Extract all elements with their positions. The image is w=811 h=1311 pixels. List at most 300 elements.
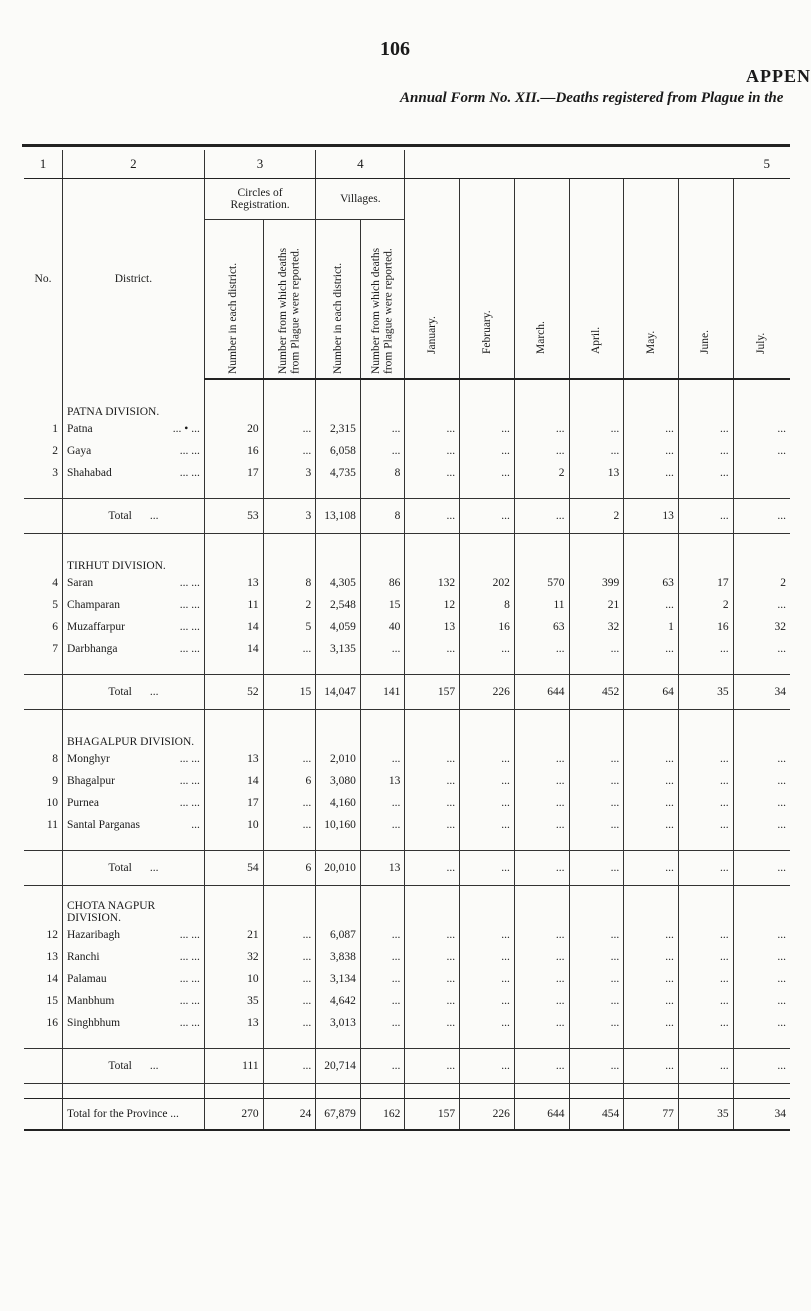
circles-count: 14 xyxy=(204,616,263,638)
spacer-cell xyxy=(514,534,569,549)
total-month-deaths: ... xyxy=(460,851,515,886)
district-name: Manbhum xyxy=(67,995,115,1007)
month-deaths: ... xyxy=(514,1012,569,1034)
table-row xyxy=(24,924,790,946)
leader-dots: ... xyxy=(149,862,159,874)
month-deaths: ... xyxy=(678,814,733,836)
empty-cell xyxy=(624,900,679,924)
total-month-deaths: ... xyxy=(569,851,624,886)
month-deaths: ... xyxy=(733,748,790,770)
villages-reported: 15 xyxy=(360,594,405,616)
month-deaths: ... xyxy=(460,418,515,440)
circles-count: 13 xyxy=(204,572,263,594)
spacer-cell xyxy=(569,836,624,851)
spacer-cell xyxy=(360,534,405,549)
villages-reported: ... xyxy=(360,1012,405,1034)
total-label: Total xyxy=(108,510,132,522)
month-deaths: ... xyxy=(678,792,733,814)
total-villages: 20,010 xyxy=(316,851,361,886)
month-deaths: 399 xyxy=(569,572,624,594)
spacer-cell xyxy=(316,379,361,394)
total-month-deaths: 226 xyxy=(460,675,515,710)
spacer-cell xyxy=(63,710,205,725)
month-deaths: ... xyxy=(624,594,679,616)
month-deaths: ... xyxy=(733,418,790,440)
villages-reported: ... xyxy=(360,946,405,968)
spacer-cell xyxy=(460,886,515,901)
month-deaths: ... xyxy=(624,638,679,660)
circles-header: Circles of Registration. xyxy=(204,179,315,220)
column-number-row xyxy=(24,150,790,179)
circles-reported: ... xyxy=(263,968,316,990)
month-june-header: June. xyxy=(678,179,733,380)
division-total-row xyxy=(24,851,790,886)
villages-count: 3,013 xyxy=(316,1012,361,1034)
district-cell xyxy=(63,594,205,616)
spacer-cell xyxy=(204,1084,263,1099)
spacer-cell xyxy=(204,534,263,549)
villages-count: 4,059 xyxy=(316,616,361,638)
month-deaths xyxy=(733,462,790,484)
month-deaths: ... xyxy=(514,990,569,1012)
total-no-cell xyxy=(24,675,63,710)
district-cell xyxy=(63,638,205,660)
district-name: Ranchi xyxy=(67,951,100,963)
district-cell xyxy=(63,924,205,946)
division-total-row xyxy=(24,499,790,534)
empty-cell xyxy=(733,900,790,924)
empty-cell xyxy=(360,900,405,924)
district-name: Bhagalpur xyxy=(67,775,115,787)
total-circles-reported: ... xyxy=(263,1049,316,1084)
villages-reported: 40 xyxy=(360,616,405,638)
district-name: Champaran xyxy=(67,599,121,611)
spacer-cell xyxy=(678,484,733,499)
spacer-cell xyxy=(569,710,624,725)
circles-count: 32 xyxy=(204,946,263,968)
empty-cell xyxy=(405,724,460,748)
leader-dots: ... • ... xyxy=(172,423,200,435)
district-cell xyxy=(63,990,205,1012)
table-row xyxy=(24,748,790,770)
spacer-cell xyxy=(263,1084,316,1099)
empty-cell xyxy=(460,548,515,572)
month-deaths: ... xyxy=(514,748,569,770)
empty-cell xyxy=(569,548,624,572)
spacer-cell xyxy=(733,1084,790,1099)
empty-cell xyxy=(733,548,790,572)
villages-count: 6,058 xyxy=(316,440,361,462)
spacer-cell xyxy=(733,484,790,499)
spacer-cell xyxy=(316,1034,361,1049)
spacer-cell xyxy=(360,886,405,901)
leader-dots: ... xyxy=(149,686,159,698)
circles-reported: ... xyxy=(263,792,316,814)
division-heading-row xyxy=(24,900,790,924)
district-cell xyxy=(63,946,205,968)
total-month-deaths: ... xyxy=(405,1049,460,1084)
total-month-deaths: 35 xyxy=(678,675,733,710)
leader-dots: ... ... xyxy=(179,973,200,985)
spacer-cell xyxy=(678,836,733,851)
month-deaths: ... xyxy=(733,638,790,660)
spacer-cell xyxy=(24,660,63,675)
total-label: Total xyxy=(108,686,132,698)
circles-count: 13 xyxy=(204,748,263,770)
month-deaths: ... xyxy=(624,462,679,484)
spacer-cell xyxy=(569,1034,624,1049)
circles-count: 10 xyxy=(204,814,263,836)
spacer-cell xyxy=(24,379,63,394)
month-deaths: ... xyxy=(678,946,733,968)
month-deaths: ... xyxy=(678,638,733,660)
total-circles: 52 xyxy=(204,675,263,710)
total-month-deaths: ... xyxy=(678,851,733,886)
total-month-deaths: 34 xyxy=(733,675,790,710)
month-deaths: ... xyxy=(569,440,624,462)
spacer-cell xyxy=(460,484,515,499)
grand-month-deaths: 35 xyxy=(678,1099,733,1131)
month-deaths: 13 xyxy=(405,616,460,638)
spacer-cell xyxy=(514,886,569,901)
month-deaths: 32 xyxy=(733,616,790,638)
table-row xyxy=(24,968,790,990)
leader-dots: ... ... xyxy=(179,797,200,809)
total-month-deaths: ... xyxy=(405,499,460,534)
spacer-cell xyxy=(569,484,624,499)
division-no-cell xyxy=(24,394,63,418)
total-month-deaths: ... xyxy=(405,851,460,886)
province-total-label: Total for the Province ... xyxy=(63,1099,205,1131)
month-deaths: ... xyxy=(624,1012,679,1034)
total-villages: 13,108 xyxy=(316,499,361,534)
total-circles-reported: 15 xyxy=(263,675,316,710)
villages-reported: ... xyxy=(360,968,405,990)
spacer-cell xyxy=(514,379,569,394)
spacer-cell xyxy=(63,534,205,549)
district-name: Gaya xyxy=(67,445,92,457)
spacer-cell xyxy=(24,484,63,499)
division-name: BHAGALPUR DIVISION. xyxy=(63,724,205,748)
district-cell xyxy=(63,748,205,770)
spacer-cell xyxy=(514,710,569,725)
month-deaths: ... xyxy=(514,814,569,836)
circles-reported: ... xyxy=(263,1012,316,1034)
total-label: Total xyxy=(108,862,132,874)
grand-month-deaths: 157 xyxy=(405,1099,460,1131)
total-month-deaths: 2 xyxy=(569,499,624,534)
table-row xyxy=(24,792,790,814)
month-deaths: ... xyxy=(569,990,624,1012)
circles-reported: 8 xyxy=(263,572,316,594)
villages-reported: 86 xyxy=(360,572,405,594)
empty-cell xyxy=(733,394,790,418)
month-february-header: February. xyxy=(460,179,515,380)
total-month-deaths: ... xyxy=(733,851,790,886)
month-deaths: ... xyxy=(733,968,790,990)
spacer-cell xyxy=(733,836,790,851)
month-deaths: ... xyxy=(733,990,790,1012)
district-cell xyxy=(63,462,205,484)
circles-reported: ... xyxy=(263,946,316,968)
total-villages-reported: 141 xyxy=(360,675,405,710)
row-number: 5 xyxy=(52,599,58,611)
empty-cell xyxy=(460,724,515,748)
spacer-cell xyxy=(63,484,205,499)
spacer-cell xyxy=(204,660,263,675)
month-deaths: ... xyxy=(569,770,624,792)
month-deaths: ... xyxy=(405,440,460,462)
villages-count: 2,315 xyxy=(316,418,361,440)
row-number: 15 xyxy=(46,995,58,1007)
district-cell xyxy=(63,814,205,836)
circles-reported: 2 xyxy=(263,594,316,616)
empty-cell xyxy=(460,900,515,924)
spacer-cell xyxy=(569,534,624,549)
month-deaths: ... xyxy=(678,990,733,1012)
villages-reported: ... xyxy=(360,638,405,660)
spacer-row xyxy=(24,484,790,499)
spacer-cell xyxy=(360,710,405,725)
spacer-cell xyxy=(733,660,790,675)
total-month-deaths: 157 xyxy=(405,675,460,710)
division-name: CHOTA NAGPUR DIVISION. xyxy=(63,900,205,924)
table-row xyxy=(24,418,790,440)
spacer-cell xyxy=(514,836,569,851)
total-villages-reported: ... xyxy=(360,1049,405,1084)
spacer-cell xyxy=(360,1034,405,1049)
villages-reported: ... xyxy=(360,924,405,946)
running-head: APPEN xyxy=(746,66,811,86)
month-deaths: ... xyxy=(624,440,679,462)
spacer-row xyxy=(24,1034,790,1049)
row-number: 3 xyxy=(52,467,58,479)
spacer-cell xyxy=(63,1084,205,1099)
leader-dots: ... ... xyxy=(179,599,200,611)
month-deaths: 63 xyxy=(624,572,679,594)
empty-cell xyxy=(678,548,733,572)
spacer-cell xyxy=(514,1034,569,1049)
villages-reported: ... xyxy=(360,748,405,770)
villages-count: 3,134 xyxy=(316,968,361,990)
district-cell xyxy=(63,440,205,462)
total-label-cell xyxy=(63,851,205,886)
district-header: District. xyxy=(63,179,205,380)
division-heading-row xyxy=(24,548,790,572)
spacer-cell xyxy=(624,1084,679,1099)
row-number: 10 xyxy=(46,797,58,809)
circles-count: 11 xyxy=(204,594,263,616)
district-cell xyxy=(63,572,205,594)
total-month-deaths: ... xyxy=(569,1049,624,1084)
spacer-cell xyxy=(569,660,624,675)
circles-reported: ... xyxy=(263,748,316,770)
total-villages-reported: 8 xyxy=(360,499,405,534)
grand-villages-reported: 162 xyxy=(360,1099,405,1131)
total-month-deaths: ... xyxy=(678,1049,733,1084)
villages-reported: ... xyxy=(360,440,405,462)
spacer-cell xyxy=(624,836,679,851)
circles-reported: 3 xyxy=(263,462,316,484)
circles-reported: ... xyxy=(263,440,316,462)
spacer-cell xyxy=(63,379,205,394)
month-deaths: ... xyxy=(624,770,679,792)
month-deaths: ... xyxy=(678,924,733,946)
spacer-cell xyxy=(405,836,460,851)
spacer-cell xyxy=(24,886,63,901)
district-name: Saran xyxy=(67,577,94,589)
leader-dots: ... ... xyxy=(179,577,200,589)
spacer-cell xyxy=(514,484,569,499)
empty-cell xyxy=(360,394,405,418)
empty-cell xyxy=(204,724,263,748)
leader-dots: ... ... xyxy=(179,951,200,963)
grand-circles-reported: 24 xyxy=(263,1099,316,1131)
circles-count: 21 xyxy=(204,924,263,946)
spacer-cell xyxy=(733,379,790,394)
table-row xyxy=(24,462,790,484)
month-deaths: ... xyxy=(678,968,733,990)
total-month-deaths: ... xyxy=(733,1049,790,1084)
month-deaths: ... xyxy=(569,924,624,946)
spacer-row xyxy=(24,836,790,851)
spacer-cell xyxy=(405,484,460,499)
row-number: 14 xyxy=(46,973,58,985)
spacer-cell xyxy=(678,660,733,675)
empty-cell xyxy=(569,900,624,924)
month-deaths: ... xyxy=(460,1012,515,1034)
month-deaths: 17 xyxy=(678,572,733,594)
circles-reported: ... xyxy=(263,418,316,440)
total-label-cell xyxy=(63,1049,205,1084)
month-deaths: ... xyxy=(624,814,679,836)
empty-cell xyxy=(624,724,679,748)
spacer-cell xyxy=(514,660,569,675)
empty-cell xyxy=(316,548,361,572)
division-no-cell xyxy=(24,548,63,572)
month-may-header: May. xyxy=(624,179,679,380)
circles-number-header: Number in each district. xyxy=(204,220,263,380)
month-deaths: 570 xyxy=(514,572,569,594)
total-month-deaths: ... xyxy=(460,499,515,534)
district-name: Purnea xyxy=(67,797,99,809)
month-deaths: ... xyxy=(514,924,569,946)
month-deaths: 2 xyxy=(678,594,733,616)
month-deaths: 11 xyxy=(514,594,569,616)
month-deaths: ... xyxy=(460,990,515,1012)
villages-count: 2,548 xyxy=(316,594,361,616)
month-deaths: ... xyxy=(569,748,624,770)
spacer-cell xyxy=(263,534,316,549)
spacer-cell xyxy=(678,710,733,725)
spacer-cell xyxy=(63,660,205,675)
empty-cell xyxy=(678,900,733,924)
spacer-cell xyxy=(678,379,733,394)
spacer-cell xyxy=(405,1084,460,1099)
spacer-row xyxy=(24,1084,790,1099)
leader-dots: ... ... xyxy=(179,753,200,765)
total-month-deaths: 644 xyxy=(514,675,569,710)
top-rule xyxy=(22,144,790,147)
month-deaths: ... xyxy=(733,770,790,792)
empty-cell xyxy=(316,394,361,418)
spacer-cell xyxy=(204,484,263,499)
grand-villages: 67,879 xyxy=(316,1099,361,1131)
district-name: Hazaribagh xyxy=(67,929,120,941)
total-no-cell xyxy=(24,1049,63,1084)
table-row xyxy=(24,594,790,616)
total-label-cell xyxy=(63,675,205,710)
empty-cell xyxy=(569,394,624,418)
row-number: 6 xyxy=(52,621,58,633)
colnum-5: 5 xyxy=(405,150,790,179)
month-deaths: ... xyxy=(624,946,679,968)
district-cell xyxy=(63,1012,205,1034)
circles-reported-header: Number from which deaths from Plague were reported. xyxy=(263,220,316,380)
spacer-cell xyxy=(360,379,405,394)
spacer-cell xyxy=(263,886,316,901)
district-cell xyxy=(63,616,205,638)
spacer-cell xyxy=(263,484,316,499)
empty-cell xyxy=(733,724,790,748)
spacer-cell xyxy=(460,660,515,675)
spacer-cell xyxy=(24,710,63,725)
month-deaths: ... xyxy=(678,770,733,792)
table-row xyxy=(24,638,790,660)
empty-cell xyxy=(624,394,679,418)
empty-cell xyxy=(514,394,569,418)
month-april-header: April. xyxy=(569,179,624,380)
spacer-cell xyxy=(360,836,405,851)
spacer-cell xyxy=(263,710,316,725)
villages-reported: ... xyxy=(360,792,405,814)
district-cell xyxy=(63,418,205,440)
month-deaths: ... xyxy=(624,924,679,946)
spacer-row xyxy=(24,379,790,394)
circles-count: 13 xyxy=(204,1012,263,1034)
villages-count: 4,160 xyxy=(316,792,361,814)
month-deaths: ... xyxy=(405,990,460,1012)
empty-cell xyxy=(514,724,569,748)
leader-dots: ... ... xyxy=(179,1017,200,1029)
spacer-cell xyxy=(316,886,361,901)
villages-count: 10,160 xyxy=(316,814,361,836)
empty-cell xyxy=(316,724,361,748)
total-circles-reported: 6 xyxy=(263,851,316,886)
month-deaths: ... xyxy=(460,814,515,836)
empty-cell xyxy=(514,548,569,572)
table-body xyxy=(24,379,790,1130)
month-deaths: ... xyxy=(405,1012,460,1034)
month-deaths: ... xyxy=(405,968,460,990)
month-deaths: ... xyxy=(405,770,460,792)
leader-dots: ... ... xyxy=(179,643,200,655)
month-deaths: ... xyxy=(733,924,790,946)
villages-count: 4,642 xyxy=(316,990,361,1012)
month-deaths: ... xyxy=(405,748,460,770)
table-row xyxy=(24,946,790,968)
empty-cell xyxy=(514,900,569,924)
month-deaths: 12 xyxy=(405,594,460,616)
division-total-row xyxy=(24,675,790,710)
month-deaths: 2 xyxy=(514,462,569,484)
grand-month-deaths: 454 xyxy=(569,1099,624,1131)
spacer-cell xyxy=(405,886,460,901)
division-name: TIRHUT DIVISION. xyxy=(63,548,205,572)
spacer-cell xyxy=(624,886,679,901)
month-deaths: ... xyxy=(405,462,460,484)
spacer-cell xyxy=(316,534,361,549)
